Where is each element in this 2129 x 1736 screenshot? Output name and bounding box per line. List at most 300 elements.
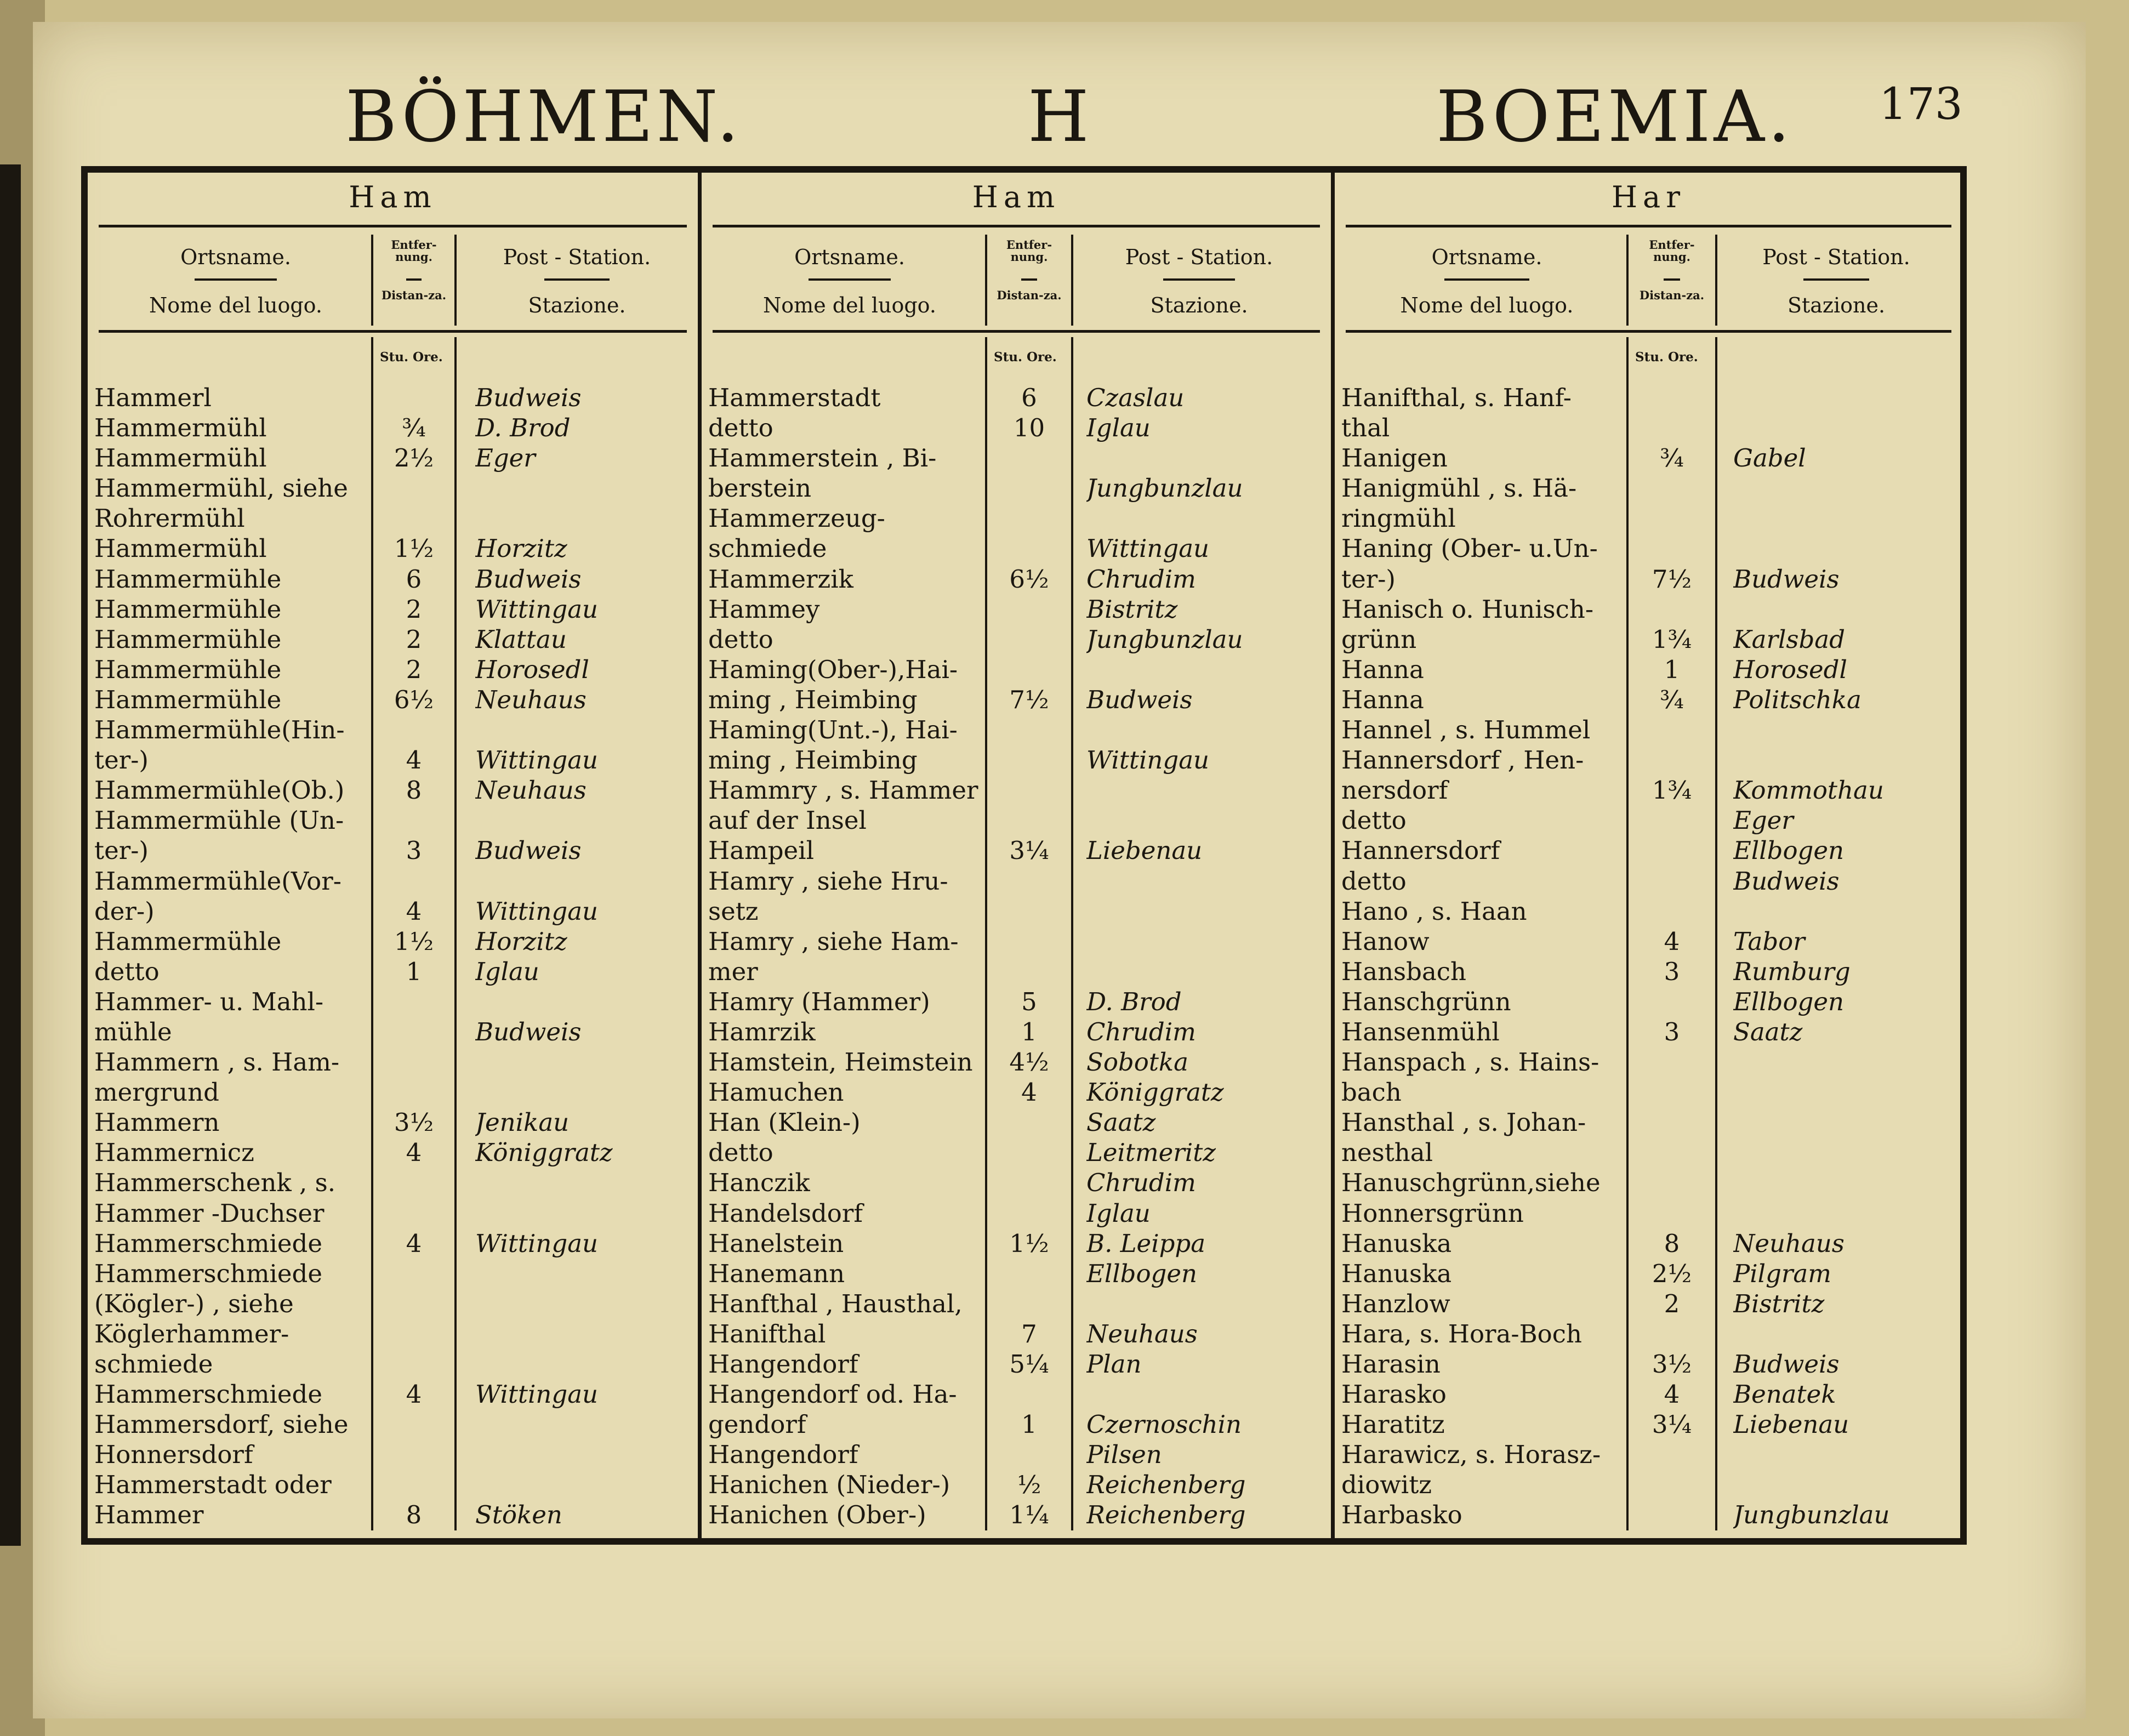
header-rule bbox=[406, 278, 422, 281]
header-dist-de: Entfer-nung. bbox=[1006, 238, 1052, 264]
place-name: Hammer- u. Mahl- bbox=[94, 987, 324, 1016]
place-name: Hammerstein , Bi- bbox=[708, 443, 937, 473]
place-name: Haratitz bbox=[1341, 1410, 1445, 1439]
distance: 3 bbox=[1664, 1017, 1680, 1046]
place-name: Hammermühle bbox=[94, 564, 282, 594]
table-row bbox=[88, 1349, 698, 1379]
table-row bbox=[1335, 1047, 1962, 1077]
post-station: Wittingau bbox=[475, 1228, 599, 1258]
row-list bbox=[88, 383, 698, 1530]
post-station: Wittingau bbox=[475, 1380, 599, 1409]
table-column-2 bbox=[702, 173, 1335, 1538]
post-station: Rumburg bbox=[1733, 957, 1851, 986]
header-dist-de: Entfer-nung. bbox=[391, 238, 437, 264]
place-name: mergrund bbox=[94, 1078, 219, 1107]
table-row bbox=[702, 775, 1331, 805]
header-post-cell bbox=[1080, 235, 1318, 326]
table-row bbox=[88, 473, 698, 503]
post-station: B. Leippa bbox=[1086, 1228, 1206, 1258]
header-post-it: Stazione. bbox=[528, 293, 626, 317]
place-name: gendorf bbox=[708, 1410, 806, 1439]
place-name: berstein bbox=[708, 474, 812, 503]
header-name-it: Nome del luogo. bbox=[1400, 293, 1574, 317]
header-post-it: Stazione. bbox=[1787, 293, 1886, 317]
place-name: (Kögler-) , siehe bbox=[94, 1289, 294, 1318]
table-column-1 bbox=[88, 173, 702, 1538]
header-post-cell bbox=[469, 235, 685, 326]
header-name-cell bbox=[713, 235, 987, 326]
table-row bbox=[702, 926, 1331, 957]
place-name: Hanifthal, s. Hanf- bbox=[1341, 383, 1572, 412]
column-title: Ham bbox=[349, 180, 437, 214]
post-station: Wittingau bbox=[475, 896, 599, 926]
table-row bbox=[1335, 1259, 1962, 1289]
post-station: Neuhaus bbox=[1086, 1319, 1198, 1348]
unit-label: Stu. Ore. bbox=[1635, 350, 1698, 365]
post-station: Horzitz bbox=[475, 534, 567, 564]
place-name: Hammermühl bbox=[94, 443, 267, 473]
table-row bbox=[1335, 1500, 1962, 1530]
table-row bbox=[88, 1077, 698, 1107]
table-row bbox=[88, 835, 698, 866]
post-station: Iglau bbox=[1086, 413, 1151, 443]
table-row bbox=[702, 1289, 1331, 1319]
distance: 1¾ bbox=[1652, 624, 1692, 654]
table-row bbox=[1335, 413, 1962, 443]
table-row bbox=[702, 1017, 1331, 1047]
header-rule-bottom bbox=[99, 330, 687, 333]
gazetteer-table bbox=[81, 166, 1967, 1545]
table-row bbox=[702, 413, 1331, 443]
table-row bbox=[88, 1470, 698, 1500]
place-name: Haning (Ober- u.Un- bbox=[1341, 534, 1598, 564]
table-row bbox=[1335, 1168, 1962, 1198]
place-name: Harasin bbox=[1341, 1350, 1441, 1379]
place-name: Hammerl bbox=[94, 383, 212, 412]
distance: 6 bbox=[406, 564, 422, 594]
place-name: Honnersdorf bbox=[94, 1440, 253, 1470]
post-station: Jungbunzlau bbox=[1086, 624, 1243, 654]
post-station: D. Brod bbox=[475, 413, 571, 443]
distance: 4 bbox=[406, 1228, 422, 1258]
place-name: Harasko bbox=[1341, 1380, 1447, 1409]
distance: 7 bbox=[1021, 1319, 1037, 1348]
post-station: Budweis bbox=[1733, 866, 1840, 896]
distance: 1½ bbox=[394, 534, 434, 564]
place-name: bach bbox=[1341, 1078, 1402, 1107]
place-name: Hano , s. Haan bbox=[1341, 896, 1527, 926]
table-row bbox=[88, 775, 698, 805]
column-title: Ham bbox=[972, 180, 1061, 214]
place-name: ringmühl bbox=[1341, 504, 1456, 533]
place-name: ter-) bbox=[94, 836, 149, 866]
table-row bbox=[88, 1228, 698, 1259]
table-row bbox=[88, 383, 698, 413]
table-row bbox=[88, 1319, 698, 1349]
post-station: Ellbogen bbox=[1733, 836, 1844, 866]
post-station: Saatz bbox=[1086, 1108, 1156, 1137]
header-name-de: Ortsname. bbox=[1431, 245, 1542, 269]
column-title: Har bbox=[1611, 180, 1686, 214]
distance: 1¼ bbox=[1009, 1500, 1049, 1530]
table-row bbox=[88, 594, 698, 624]
place-name: Haming(Unt.-), Hai- bbox=[708, 715, 958, 745]
place-name: Hammermühl, siehe bbox=[94, 474, 348, 503]
distance: 3½ bbox=[1652, 1350, 1692, 1379]
table-row bbox=[88, 1017, 698, 1047]
distance: 2½ bbox=[1652, 1259, 1692, 1288]
place-name: Hammermühle(Ob.) bbox=[94, 776, 345, 805]
table-row bbox=[88, 926, 698, 957]
place-name: schmiede bbox=[94, 1350, 213, 1379]
place-name: Hammern bbox=[94, 1108, 220, 1137]
table-row bbox=[1335, 654, 1962, 685]
table-row bbox=[1335, 1379, 1962, 1409]
header-post-it: Stazione. bbox=[1150, 293, 1248, 317]
table-row bbox=[1335, 443, 1962, 473]
post-station: Czernoschin bbox=[1086, 1410, 1242, 1439]
post-station: Benatek bbox=[1733, 1380, 1836, 1409]
post-station: Karlsbad bbox=[1733, 624, 1845, 654]
place-name: Köglerhammer- bbox=[94, 1319, 289, 1348]
header-rule bbox=[1444, 278, 1529, 281]
table-row bbox=[1335, 1289, 1962, 1319]
place-name: Hammermühle bbox=[94, 624, 282, 654]
table-row bbox=[1335, 926, 1962, 957]
post-station: Budweis bbox=[1733, 564, 1840, 594]
place-name: thal bbox=[1341, 413, 1390, 443]
header-post-de: Post - Station. bbox=[1125, 245, 1273, 269]
place-name: der-) bbox=[94, 896, 155, 926]
table-row bbox=[1335, 775, 1962, 805]
place-name: ter-) bbox=[94, 745, 149, 775]
post-station: Sobotka bbox=[1086, 1048, 1188, 1077]
place-name: Hannersdorf , Hen- bbox=[1341, 745, 1584, 775]
distance: 2 bbox=[406, 654, 422, 684]
distance: 3 bbox=[1664, 957, 1680, 986]
post-station: Neuhaus bbox=[475, 776, 587, 805]
post-station: Königgratz bbox=[475, 1138, 613, 1168]
place-name: Hamrzik bbox=[708, 1017, 816, 1046]
title-rule bbox=[1346, 225, 1951, 227]
post-station: Czaslau bbox=[1086, 383, 1185, 412]
table-row bbox=[702, 957, 1331, 987]
place-name: Hammer bbox=[94, 1500, 204, 1530]
place-name: Harawicz, s. Horasz- bbox=[1341, 1440, 1601, 1470]
post-station: Wittingau bbox=[475, 745, 599, 775]
header-left: BÖHMEN. bbox=[345, 76, 742, 158]
place-name: Hanuschgrünn,siehe bbox=[1341, 1168, 1601, 1198]
table-row bbox=[702, 1168, 1331, 1198]
place-name: Hanuska bbox=[1341, 1228, 1452, 1258]
place-name: Hammerstadt oder bbox=[94, 1470, 332, 1500]
table-row bbox=[1335, 1228, 1962, 1259]
post-station: Chrudim bbox=[1086, 564, 1196, 594]
place-name: Hammermühle bbox=[94, 594, 282, 624]
place-name: detto bbox=[94, 957, 160, 986]
distance: 1¾ bbox=[1652, 776, 1692, 805]
table-row bbox=[1335, 1349, 1962, 1379]
table-row bbox=[88, 987, 698, 1017]
post-station: Budweis bbox=[475, 564, 582, 594]
table-row bbox=[702, 533, 1331, 564]
table-row bbox=[88, 1379, 698, 1409]
table-row bbox=[702, 1137, 1331, 1168]
distance: 3¼ bbox=[1652, 1410, 1692, 1439]
post-station: Budweis bbox=[475, 383, 582, 412]
post-station: Wittingau bbox=[475, 594, 599, 624]
table-row bbox=[702, 1349, 1331, 1379]
post-station: Budweis bbox=[475, 836, 582, 866]
header-post-cell bbox=[1727, 235, 1946, 326]
post-station: Budweis bbox=[475, 1017, 582, 1046]
header-separator bbox=[1626, 235, 1629, 326]
place-name: Hanzlow bbox=[1341, 1289, 1450, 1318]
table-row bbox=[88, 1168, 698, 1198]
header-dist-de: Entfer-nung. bbox=[1649, 238, 1695, 264]
place-name: Hammermühle (Un- bbox=[94, 806, 344, 835]
distance: 6½ bbox=[1009, 564, 1049, 594]
place-name: Hanichen (Ober-) bbox=[708, 1500, 926, 1530]
post-station: Plan bbox=[1086, 1350, 1142, 1379]
post-station: Königgratz bbox=[1086, 1078, 1224, 1107]
table-row bbox=[88, 957, 698, 987]
distance: 1 bbox=[1664, 654, 1680, 684]
post-station: Tabor bbox=[1733, 926, 1805, 956]
table-row bbox=[88, 1439, 698, 1470]
header-rule bbox=[1803, 278, 1869, 281]
place-name: Hansenmühl bbox=[1341, 1017, 1500, 1046]
post-station: Budweis bbox=[1086, 685, 1193, 714]
post-station: Neuhaus bbox=[475, 685, 587, 714]
distance: ½ bbox=[1017, 1470, 1041, 1500]
place-name: ter-) bbox=[1341, 564, 1396, 594]
header-name-de: Ortsname. bbox=[180, 245, 291, 269]
table-row bbox=[702, 1107, 1331, 1137]
post-station: Reichenberg bbox=[1086, 1470, 1246, 1500]
header-rule-bottom bbox=[713, 330, 1320, 333]
place-name: Hanuska bbox=[1341, 1259, 1452, 1288]
place-name: Hanelstein bbox=[708, 1228, 844, 1258]
header-dist-cell bbox=[1631, 235, 1713, 326]
post-station: Klattau bbox=[475, 624, 567, 654]
table-row bbox=[702, 805, 1331, 835]
header-name-it: Nome del luogo. bbox=[763, 293, 936, 317]
place-name: Hammey bbox=[708, 594, 820, 624]
post-station: Liebenau bbox=[1733, 1410, 1849, 1439]
place-name: Hammermühle bbox=[94, 926, 282, 956]
table-row bbox=[702, 624, 1331, 654]
post-station: Eger bbox=[1733, 806, 1794, 835]
table-row bbox=[88, 685, 698, 715]
table-row bbox=[1335, 473, 1962, 503]
place-name: Hanigen bbox=[1341, 443, 1448, 473]
table-row bbox=[88, 654, 698, 685]
post-station: Bistritz bbox=[1733, 1289, 1825, 1318]
table-row bbox=[88, 1289, 698, 1319]
table-row bbox=[88, 805, 698, 835]
post-station: Jungbunzlau bbox=[1086, 474, 1243, 503]
place-name: Hanna bbox=[1341, 685, 1424, 714]
header-rule bbox=[809, 278, 891, 281]
place-name: Hansbach bbox=[1341, 957, 1466, 986]
place-name: schmiede bbox=[708, 534, 827, 564]
place-name: detto bbox=[1341, 806, 1407, 835]
post-station: Leitmeritz bbox=[1086, 1138, 1216, 1168]
header-rule bbox=[1163, 278, 1235, 281]
place-name: Hannersdorf bbox=[1341, 836, 1500, 866]
table-row bbox=[1335, 1137, 1962, 1168]
table-row bbox=[702, 896, 1331, 926]
place-name: Hamry , siehe Ham- bbox=[708, 926, 959, 956]
distance: 1½ bbox=[394, 926, 434, 956]
distance: 4 bbox=[406, 1380, 422, 1409]
distance: ¾ bbox=[1660, 443, 1684, 473]
place-name: mühle bbox=[94, 1017, 172, 1046]
distance: 4 bbox=[406, 896, 422, 926]
place-name: Hammerschenk , s. bbox=[94, 1168, 336, 1198]
distance: 1 bbox=[1021, 1017, 1037, 1046]
place-name: Hansthal , s. Johan- bbox=[1341, 1108, 1586, 1137]
place-name: Honnersgrünn bbox=[1341, 1198, 1524, 1228]
place-name: Hampeil bbox=[708, 836, 814, 866]
place-name: ming , Heimbing bbox=[708, 685, 918, 714]
table-row bbox=[702, 503, 1331, 533]
place-name: Rohrermühl bbox=[94, 504, 245, 533]
header-post-de: Post - Station. bbox=[503, 245, 651, 269]
header-rule bbox=[1664, 278, 1680, 281]
row-list bbox=[702, 383, 1331, 1530]
table-row bbox=[88, 443, 698, 473]
post-station: Pilsen bbox=[1086, 1440, 1162, 1470]
distance: 4 bbox=[406, 745, 422, 775]
post-station: Wittingau bbox=[1086, 534, 1210, 564]
table-row bbox=[702, 866, 1331, 896]
post-station: Horosedl bbox=[1733, 654, 1847, 684]
header-separator bbox=[985, 235, 987, 326]
table-row bbox=[1335, 533, 1962, 564]
distance: 2½ bbox=[394, 443, 434, 473]
post-station: Pilgram bbox=[1733, 1259, 1831, 1288]
table-row bbox=[1335, 957, 1962, 987]
place-name: Hammersdorf, siehe bbox=[94, 1410, 349, 1439]
table-row bbox=[702, 1439, 1331, 1470]
table-column-3 bbox=[1335, 173, 1962, 1538]
header-rule bbox=[544, 278, 610, 281]
table-row bbox=[88, 533, 698, 564]
distance: 3¼ bbox=[1009, 836, 1049, 866]
distance: 6½ bbox=[394, 685, 434, 714]
place-name: Hannel , s. Hummel bbox=[1341, 715, 1591, 745]
unit-label: Stu. Ore. bbox=[380, 350, 443, 365]
header-dist-it: Distan-za. bbox=[1639, 288, 1705, 302]
post-station: Horzitz bbox=[475, 926, 567, 956]
table-row bbox=[702, 383, 1331, 413]
header-dist-it: Distan-za. bbox=[381, 288, 447, 302]
post-station: Chrudim bbox=[1086, 1168, 1196, 1198]
header-post-de: Post - Station. bbox=[1762, 245, 1910, 269]
place-name: Hammerschmiede bbox=[94, 1228, 322, 1258]
distance: 8 bbox=[406, 776, 422, 805]
header-separator bbox=[1715, 235, 1717, 326]
place-name: Hanna bbox=[1341, 654, 1424, 684]
header-right: BOEMIA. bbox=[1436, 76, 1794, 158]
table-row bbox=[88, 564, 698, 594]
post-station: Reichenberg bbox=[1086, 1500, 1246, 1530]
table-row bbox=[702, 1198, 1331, 1228]
table-row bbox=[1335, 564, 1962, 594]
table-row bbox=[1335, 1319, 1962, 1349]
header-name-cell bbox=[99, 235, 373, 326]
table-row bbox=[1335, 1077, 1962, 1107]
table-row bbox=[702, 654, 1331, 685]
post-station: Ellbogen bbox=[1733, 987, 1844, 1016]
post-station: Iglau bbox=[475, 957, 539, 986]
place-name: Hanifthal bbox=[708, 1319, 826, 1348]
table-row bbox=[1335, 1409, 1962, 1439]
place-name: nesthal bbox=[1341, 1138, 1433, 1168]
table-row bbox=[88, 1409, 698, 1439]
table-row bbox=[702, 1228, 1331, 1259]
post-station: Kommothau bbox=[1733, 776, 1884, 805]
distance: 2 bbox=[406, 594, 422, 624]
table-row bbox=[1335, 1107, 1962, 1137]
place-name: Hammermühl bbox=[94, 413, 267, 443]
table-row bbox=[702, 835, 1331, 866]
place-name: Han (Klein-) bbox=[708, 1108, 861, 1137]
place-name: auf der Insel bbox=[708, 806, 867, 835]
place-name: detto bbox=[708, 413, 773, 443]
place-name: Hangendorf od. Ha- bbox=[708, 1380, 957, 1409]
table-row bbox=[1335, 1198, 1962, 1228]
header-dist-it: Distan-za. bbox=[997, 288, 1062, 302]
header-rule-bottom bbox=[1346, 330, 1951, 333]
table-row bbox=[88, 1107, 698, 1137]
unit-label: Stu. Ore. bbox=[994, 350, 1057, 365]
post-station: Bistritz bbox=[1086, 594, 1178, 624]
post-station: Liebenau bbox=[1086, 836, 1203, 866]
distance: 4 bbox=[1021, 1078, 1037, 1107]
distance: 10 bbox=[1013, 413, 1045, 443]
table-row bbox=[702, 594, 1331, 624]
header-name-cell bbox=[1346, 235, 1628, 326]
place-name: Hanemann bbox=[708, 1259, 845, 1288]
title-rule bbox=[99, 225, 687, 227]
table-row bbox=[702, 1319, 1331, 1349]
table-row bbox=[702, 987, 1331, 1017]
table-row bbox=[1335, 745, 1962, 775]
place-name: detto bbox=[1341, 866, 1407, 896]
place-name: detto bbox=[708, 624, 773, 654]
place-name: Hanow bbox=[1341, 926, 1430, 956]
table-row bbox=[1335, 715, 1962, 745]
place-name: Hangendorf bbox=[708, 1440, 858, 1470]
place-name: Hammerstadt bbox=[708, 383, 881, 412]
place-name: Hanisch o. Hunisch- bbox=[1341, 594, 1594, 624]
distance: 1 bbox=[1021, 1410, 1037, 1439]
table-row bbox=[88, 1137, 698, 1168]
place-name: Hammermühle bbox=[94, 654, 282, 684]
post-station: Neuhaus bbox=[1733, 1228, 1845, 1258]
table-row bbox=[88, 745, 698, 775]
post-station: Politschka bbox=[1733, 685, 1862, 714]
header-rule bbox=[1021, 278, 1037, 281]
place-name: Hara, s. Hora-Boch bbox=[1341, 1319, 1582, 1348]
place-name: Hammern , s. Ham- bbox=[94, 1048, 340, 1077]
place-name: Handelsdorf bbox=[708, 1198, 863, 1228]
distance: 4 bbox=[1664, 1380, 1680, 1409]
table-row bbox=[702, 745, 1331, 775]
